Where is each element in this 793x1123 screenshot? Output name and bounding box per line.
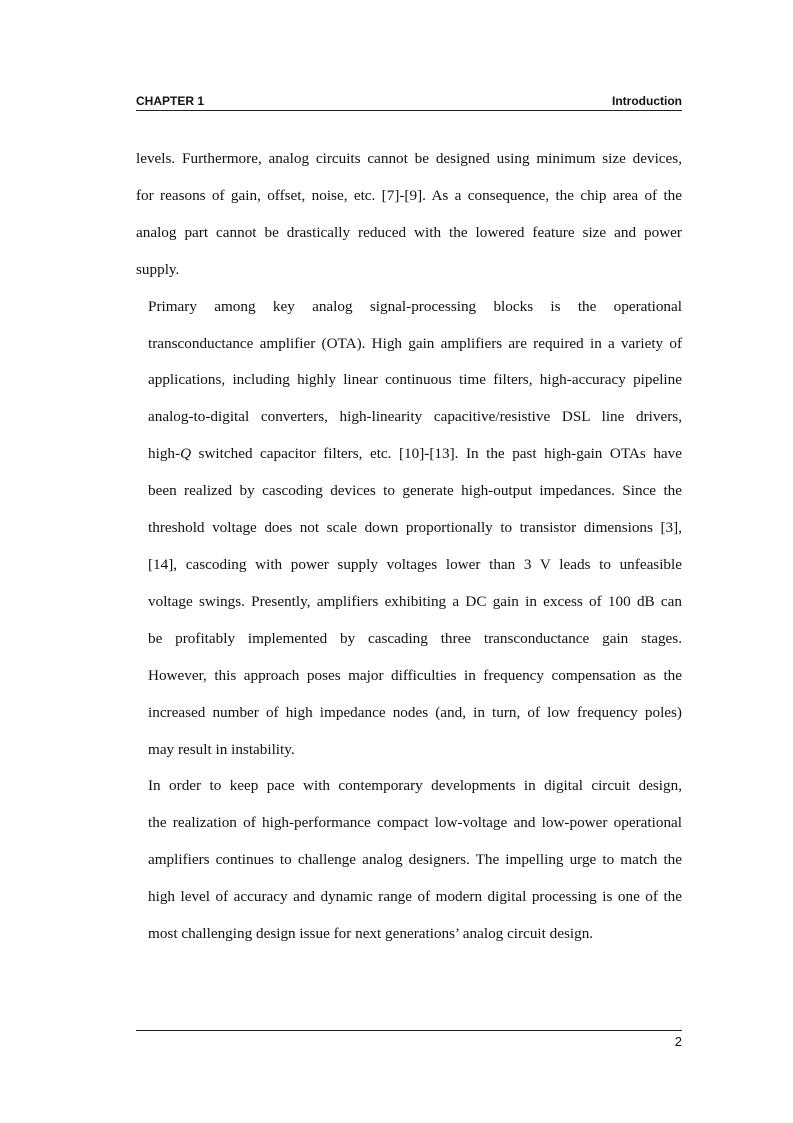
text-line: for reasons of gain, offset, noise, etc. [7]-[9]. As a consequence, the chip area of the xyxy=(136,186,682,204)
text-line: threshold voltage does not scale down proportionally to transistor dimensions [3], xyxy=(148,519,682,537)
text-fragment: high- xyxy=(148,445,181,463)
chapter-label: CHAPTER 1 xyxy=(136,94,205,108)
text-line: However, this approach poses major difficulties in frequency compensation as the xyxy=(148,666,682,684)
paragraph-1 xyxy=(136,141,682,289)
text-line: voltage swings. Presently, amplifiers exhibiting a DC gain in excess of 100 dB can xyxy=(148,592,682,610)
text-line: the realization of high-performance compact low-voltage and low-power operational xyxy=(148,814,682,832)
running-header xyxy=(136,92,682,111)
text-line: increased number of high impedance nodes (and, in turn, of low frequency poles) xyxy=(148,703,682,721)
text-line: Primary among key analog signal-processing blocks is the operational xyxy=(148,297,682,315)
text-line: analog-to-digital converters, high-linearity capacitive/resistive DSL line drivers, xyxy=(148,408,682,426)
text-line: may result in instability. xyxy=(148,740,295,758)
text-line-mixed xyxy=(136,436,682,473)
text-line: amplifiers continues to challenge analog designers. The impelling urge to match the xyxy=(148,851,682,869)
paragraph-3 xyxy=(136,768,682,953)
text-line: been realized by cascoding devices to generate high-output impedances. Since the xyxy=(148,482,682,500)
footer-divider xyxy=(136,1030,682,1031)
text-line: most challenging design issue for next generations’ analog circuit design. xyxy=(148,925,594,943)
text-line: transconductance amplifier (OTA). High gain amplifiers are required in a variety of xyxy=(148,334,682,352)
text-line: levels. Furthermore, analog circuits cannot be designed using minimum size devices, xyxy=(136,150,682,167)
text-line: supply. xyxy=(136,260,180,278)
text-line: [14], cascoding with power supply voltages lower than 3 V leads to unfeasible xyxy=(148,555,682,573)
section-title: Introduction xyxy=(612,94,682,108)
text-line: high level of accuracy and dynamic range of modern digital processing is one of the xyxy=(148,888,682,906)
text-line: In order to keep pace with contemporary developments in digital circuit design, xyxy=(148,777,682,795)
text-line: applications, including highly linear continuous time filters, high-accuracy pipeline xyxy=(148,371,682,389)
text-line: analog part cannot be drastically reduced with the lowered feature size and power xyxy=(136,223,682,241)
body-text xyxy=(136,141,682,953)
italic-symbol: Q xyxy=(180,445,192,463)
page-number: 2 xyxy=(674,1034,682,1049)
text-line: be profitably implemented by cascading three transconductance gain stages. xyxy=(148,629,682,647)
text-fragment: switched capacitor filters, etc. [10]-[13]. In the past high-gain OTAs have xyxy=(191,445,682,463)
paragraph-2 xyxy=(136,289,682,769)
